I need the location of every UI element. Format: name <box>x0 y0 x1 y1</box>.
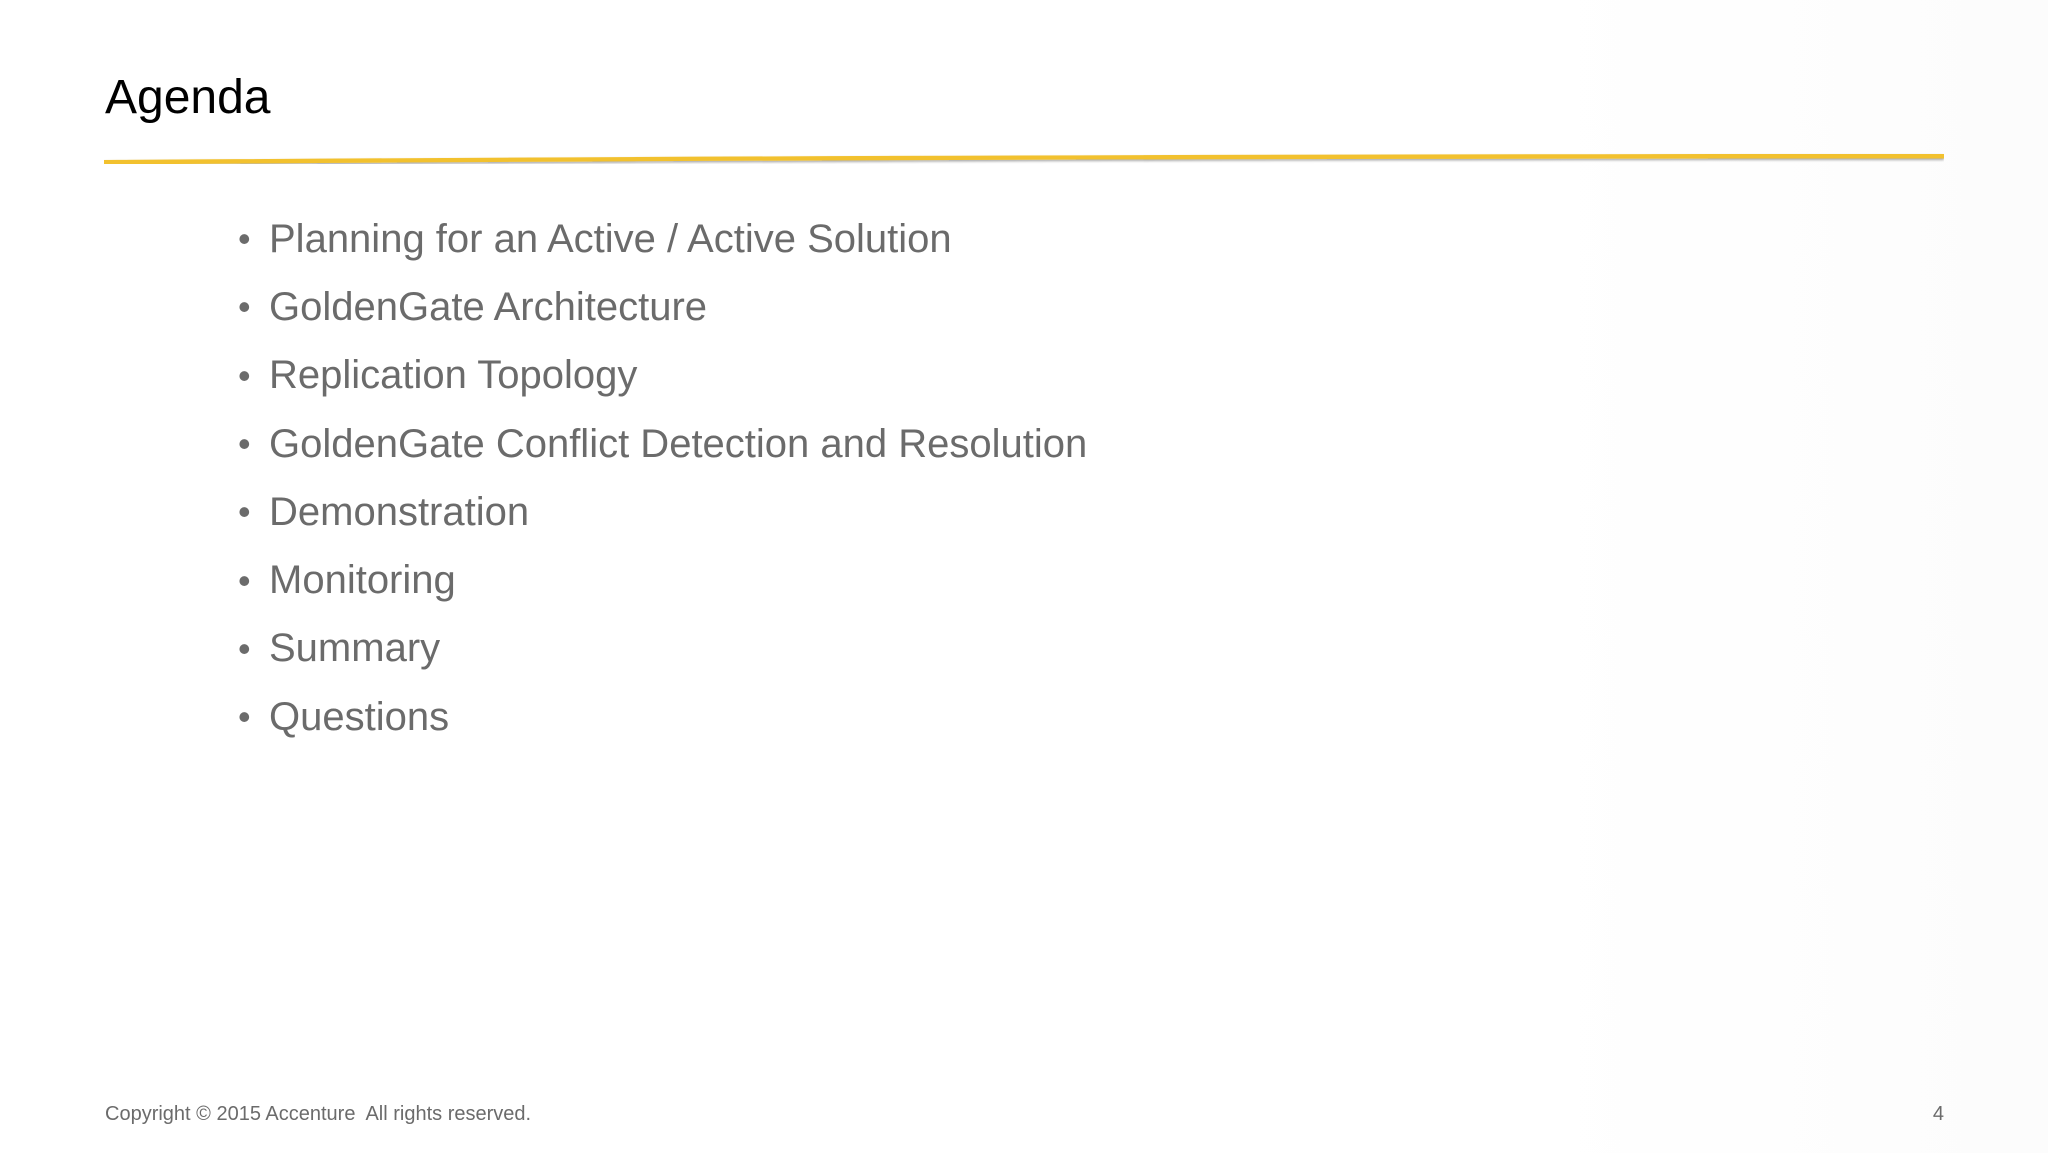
agenda-item <box>238 478 1087 546</box>
bullet-icon: • <box>238 627 251 669</box>
bullet-icon: • <box>238 696 251 738</box>
title-underline <box>104 150 1944 164</box>
agenda-item-label: Questions <box>269 694 450 739</box>
footer-copyright: Copyright © 2015 Accenture All rights reserved. <box>105 1103 532 1125</box>
bullet-icon: • <box>238 218 251 260</box>
slide-title: Agenda <box>105 71 271 124</box>
bullet-icon: • <box>238 559 251 601</box>
agenda-item-label: GoldenGate Architecture <box>269 284 708 329</box>
agenda-item <box>238 273 1087 341</box>
bullet-icon: • <box>238 491 251 533</box>
agenda-item <box>238 342 1087 410</box>
agenda-item-label: Demonstration <box>269 489 530 534</box>
agenda-item-label: Monitoring <box>269 558 456 603</box>
agenda-item <box>238 546 1087 614</box>
agenda-item <box>238 205 1087 273</box>
agenda-item <box>238 615 1087 683</box>
agenda-item <box>238 683 1087 751</box>
page-number: 4 <box>1932 1103 1944 1125</box>
agenda-item-label: Planning for an Active / Active Solution <box>269 216 952 261</box>
bullet-icon: • <box>238 286 251 328</box>
bullet-icon: • <box>238 423 251 465</box>
agenda-item-label: Summary <box>269 626 441 671</box>
agenda-item <box>238 410 1087 478</box>
agenda-item-label: Replication Topology <box>269 353 638 398</box>
bullet-icon: • <box>238 354 251 396</box>
underline-stroke <box>104 154 1944 164</box>
agenda-list <box>238 205 1087 751</box>
agenda-item-label: GoldenGate Conflict Detection and Resolution <box>269 421 1088 466</box>
